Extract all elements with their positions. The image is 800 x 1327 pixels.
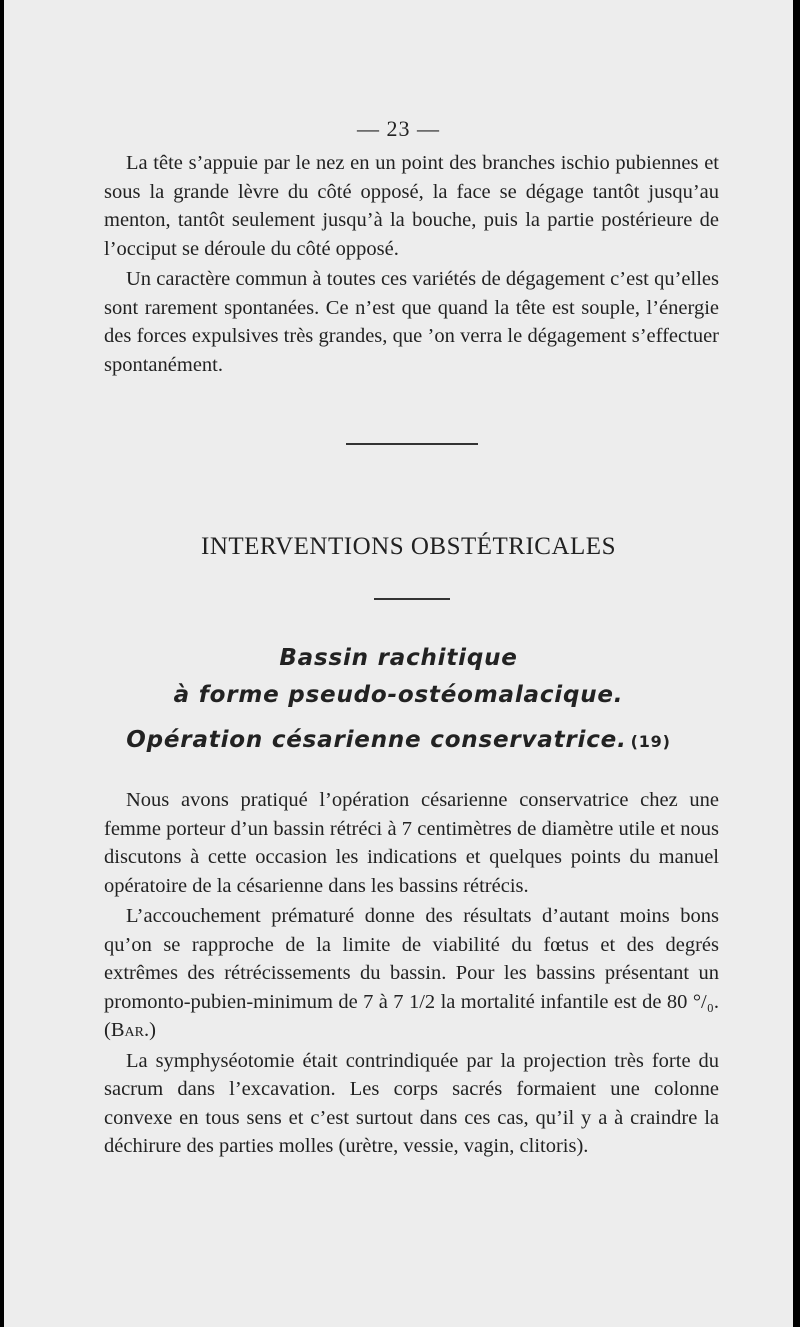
- page-number: — 23 —: [357, 116, 440, 141]
- top-text-block: [104, 149, 719, 379]
- book-page: [4, 0, 793, 1327]
- article-subtitle: [4, 727, 793, 753]
- paragraph: Un caractère commun à toutes ces variétés de dégagement c’est qu’elles sont rarement spontanées. Ce n’est que quand la tête est souple, l’énergie des forces expulsives très grandes, que ’on verra le dégagement s’effectuer spontanément.: [104, 268, 719, 376]
- citation: (Bar.): [104, 1019, 156, 1041]
- reference-number: (19): [630, 732, 671, 751]
- article-title-line-2: à forme pseudo-ostéomalacique.: [173, 682, 624, 708]
- paragraph: [104, 902, 719, 1045]
- section-title: INTERVENTIONS OBSTÉTRICALES: [201, 533, 616, 560]
- paragraph-text: L’accouchement prématuré donne des résultats d’autant moins bons qu’on se rapproche de la limite de viabilité du fœtus et des degrés extrêmes des rétrécissements du bassin. Pour les bassins présentant un promonto-pubien-minimum de 7 à 7 1/2 la mortalité infantile est de 80 °/₀.: [104, 905, 719, 1013]
- article-title-line-1: Bassin rachitique: [279, 645, 518, 671]
- article-subtitle-text: Opération césarienne conservatrice.: [126, 727, 627, 753]
- paragraph: Nous avons pratiqué l’opération césarienne conservatrice chez une femme porteur d’un bassin rétréci à 7 centimètres de diamètre utile et nous discutons à cette occasion les indications et quelques points du manuel opératoire de la césarienne dans les bassins rétrécis.: [104, 789, 719, 897]
- paragraph: La symphyséotomie était contrindiquée par la projection très forte du sacrum dans l’excavation. Les corps sacrés formaient une colonne convexe en tous sens et c’est surtout dans ces cas, qu’il y a à craindre la déchirure des parties molles (urètre, vessie, vagin, clitoris).: [104, 1049, 719, 1157]
- article-body: [104, 786, 719, 1161]
- divider-rule: [346, 443, 478, 445]
- paragraph: La tête s’appuie par le nez en un point des branches ischio pubiennes et sous la grande lèvre du côté opposé, la face se dégage tantôt jusqu’au menton, tantôt seulement jusqu’à la bouche, puis la partie postérieure de l’occiput se déroule du côté opposé.: [104, 152, 719, 260]
- divider-rule-short: [374, 598, 450, 600]
